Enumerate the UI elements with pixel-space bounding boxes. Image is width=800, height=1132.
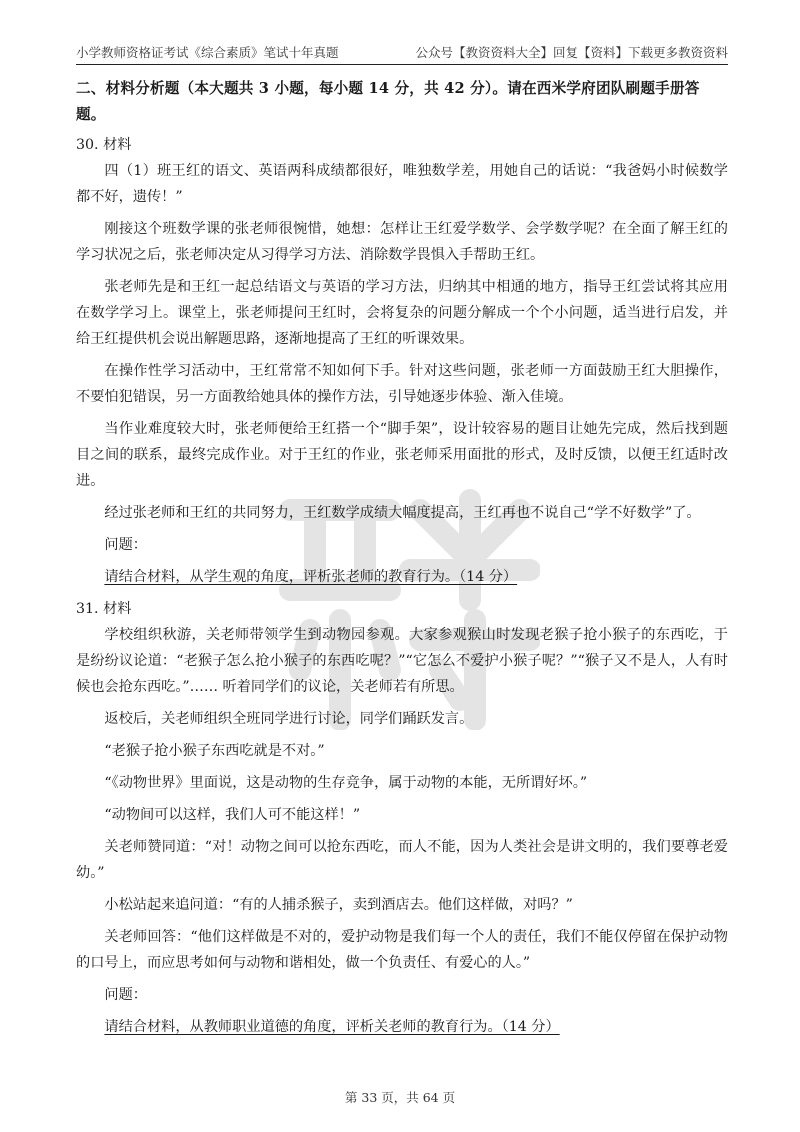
q31-paragraph: 关老师赞同道：“对！动物之间可以抢东西吃，而人不能，因为人类社会是讲文明的，我们要尊老爱幼。” <box>76 839 728 881</box>
q31-question-label: 问题： <box>104 987 147 1003</box>
header-left-text: 小学教师资格证考试《综合素质》笔试十年真题 <box>76 45 339 60</box>
q30-question-label: 问题： <box>104 537 147 553</box>
q31-paragraph: 学校组织秋游，关老师带领学生到动物园参观。大家参观猴山时发现老猴子抢小猴子的东西吃，于是纷纷议论道：“老猴子怎么抢小猴子的东西吃呢？”“它怎么不爱护小猴子呢？”“猴子又不是人，人有时候也会抢东西吃。”…… 听着同学们的议论，关老师若有所思。 <box>76 627 728 695</box>
q30-task-text: 请结合材料，从学生观的角度，评析张老师的教育行为。（14 分） <box>104 569 518 585</box>
q30-task <box>76 564 728 590</box>
q31-task-text: 请结合材料，从教师职业道德的角度，评析关老师的教育行为。（14 分） <box>104 1019 560 1035</box>
q30-paragraph: 刚接这个班数学课的张老师很惋惜，她想：怎样让王红爱学数学、会学数学呢？在全面了解王红的学习状况之后，张老师决定从习得学习方法、消除数学畏惧入手帮助王红。 <box>76 221 728 263</box>
q30-paragraph: 经过张老师和王红的共同努力，王红数学成绩大幅度提高，王红再也不说自己“学不好数学”了。 <box>104 505 701 521</box>
q30-paragraph: 四（1）班王红的语文、英语两科成绩都很好，唯独数学差，用她自己的话说：“我爸妈小时候数学都不好，遗传！” <box>76 163 728 205</box>
q31-quote: “《动物世界》里面说，这是动物的生存竞争，属于动物的本能，无所谓好坏。” <box>104 775 588 791</box>
q31-paragraph: 小松站起来追问道：“有的人捕杀猴子，卖到酒店去。他们这样做，对吗？” <box>104 897 573 913</box>
q30-number: 30. 材料 <box>76 137 132 153</box>
q31-task <box>76 1014 728 1040</box>
q30-paragraph: 在操作性学习活动中，王红常常不知如何下手。针对这些问题，张老师一方面鼓励王红大胆操作，不要怕犯错误，另一方面教给她具体的操作方法，引导她逐步体验、渐入佳境。 <box>76 363 728 405</box>
page-header <box>76 44 728 65</box>
page-content <box>76 76 728 1046</box>
header-right-text: 公众号【教资资料大全】回复【资料】下载更多教资资料 <box>415 45 728 60</box>
q30-paragraph: 张老师先是和王红一起总结语文与英语的学习方法，归纳其中相通的地方，指导王红尝试将其应用在数学学习上。课堂上，张老师提问王红时，会将复杂的问题分解成一个个小问题，适当进行启发，并给王红提供机会说出解题思路，逐渐地提高了王红的听课效果。 <box>76 279 728 347</box>
q31-paragraph: 返校后，关老师组织全班同学进行讨论，同学们踊跃发言。 <box>104 711 474 727</box>
q30-paragraph: 当作业难度较大时，张老师便给王红搭一个“脚手架”，设计较容易的题目让她先完成，然后找到题目之间的联系，最终完成作业。对于王红的作业，张老师采用面批的形式，及时反馈，以便王红适时改进。 <box>76 421 728 489</box>
q31-quote: “老猴子抢小猴子东西吃就是不对。” <box>104 743 325 759</box>
q31-quote: “动物间可以这样，我们人可不能这样！” <box>104 807 361 823</box>
page-number: 第 33 页，共 64 页 <box>344 1090 456 1105</box>
section-title: 二、材料分析题（本大题共 3 小题，每小题 14 分，共 42 分）。请在西米学府团队刷题手册答题。 <box>76 80 700 123</box>
q31-paragraph: 关老师回答：“他们这样做是不对的，爱护动物是我们每一个人的责任，我们不能仅停留在保护动物的口号上，而应思考如何与动物和谐相处，做一个负责任、有爱心的人。” <box>76 929 728 971</box>
q31-number: 31. 材料 <box>76 601 132 617</box>
